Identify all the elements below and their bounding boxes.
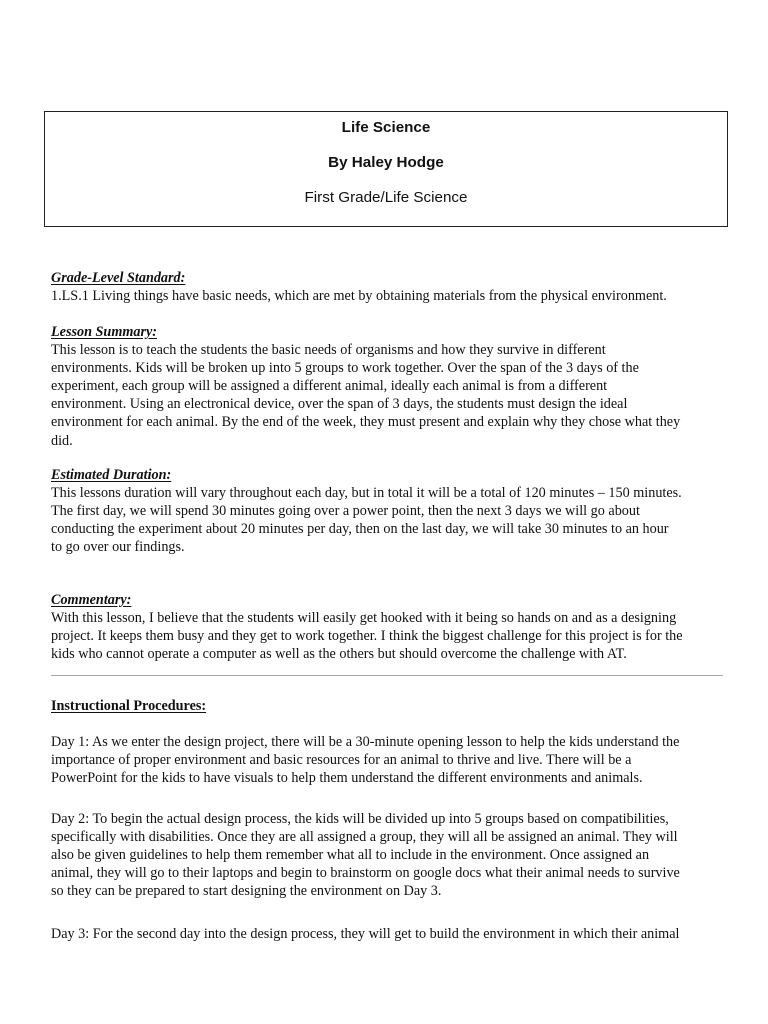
section-instructional-procedures (51, 697, 731, 715)
section-heading: Instructional Procedures: (51, 698, 207, 714)
text-line: importance of proper environment and basic resources for an animal to thrive and live. There will be a (51, 752, 632, 769)
procedure-day-1 (51, 733, 731, 787)
section-heading: Grade-Level Standard: (51, 270, 186, 286)
section-heading: Lesson Summary: (51, 324, 158, 340)
horizontal-divider (51, 675, 723, 676)
section-estimated-duration (51, 466, 731, 556)
text-line: animal, they will go to their laptops and begin to brainstorm on google docs what their animal needs to survive (51, 865, 680, 882)
text-line: Day 1: As we enter the design project, there will be a 30-minute opening lesson to help the kids understand the (51, 734, 680, 750)
procedure-day-2 (51, 810, 731, 900)
section-heading: Estimated Duration: (51, 467, 172, 483)
author-line: By Haley Hodge (328, 154, 444, 171)
text-line: This lesson is to teach the students the basic needs of organisms and how they survive in different (51, 342, 606, 359)
text-line: specifically with disabilities. Once they are all assigned a group, they will all be assigned an animal. They will (51, 829, 678, 846)
text-line: The first day, we will spend 30 minutes going over a power point, then the next 3 days we will go about (51, 503, 640, 520)
text-line: With this lesson, I believe that the students will easily get hooked with it being so hands on and as a designing (51, 610, 677, 627)
text-line: so they can be prepared to start designing the environment on Day 3. (51, 883, 442, 900)
section-lesson-summary (51, 323, 731, 450)
document-title: Life Science (341, 119, 431, 136)
text-line: Day 2: To begin the actual design process, the kids will be divided up into 5 groups based on compatibilities, (51, 811, 669, 827)
standard-text: 1.LS.1 Living things have basic needs, which are met by obtaining materials from the physical environment. (51, 288, 667, 305)
text-line: experiment, each group will be assigned a different animal, ideally each animal is from a different (51, 378, 608, 395)
text-line: did. (51, 432, 73, 449)
section-commentary (51, 591, 731, 663)
section-heading: Commentary: (51, 592, 132, 608)
subtitle-line: First Grade/Life Science (304, 189, 468, 206)
text-line: also be given guidelines to help them remember what all to include in the environment. Once assigned an (51, 847, 650, 864)
text-line: to go over our findings. (51, 539, 185, 556)
section-grade-level-standard (51, 269, 731, 305)
text-line: kids who cannot operate a computer as well as the others but should overcome the challenge with AT. (51, 646, 627, 663)
procedure-day-3 (51, 925, 731, 943)
title-box (44, 111, 728, 227)
text-line: project. It keeps them busy and they get to work together. I think the biggest challenge for this project is for the (51, 628, 683, 645)
text-line: environment for each animal. By the end of the week, they must present and explain why they chose what they (51, 414, 681, 431)
text-line: environment. Using an electronical device, over the span of 3 days, the students must design the ideal (51, 396, 628, 413)
text-line: This lessons duration will vary throughout each day, but in total it will be a total of 120 minutes – 150 minutes. (51, 485, 682, 502)
text-line: environments. Kids will be broken up into 5 groups to work together. Over the span of the 3 days of the (51, 360, 639, 377)
text-line: conducting the experiment about 20 minutes per day, then on the last day, we will take 30 minutes to an hour (51, 521, 669, 538)
text-line: Day 3: For the second day into the design process, they will get to build the environment in which their animal (51, 926, 680, 942)
text-line: PowerPoint for the kids to have visuals to help them understand the different environments and animals. (51, 770, 643, 787)
